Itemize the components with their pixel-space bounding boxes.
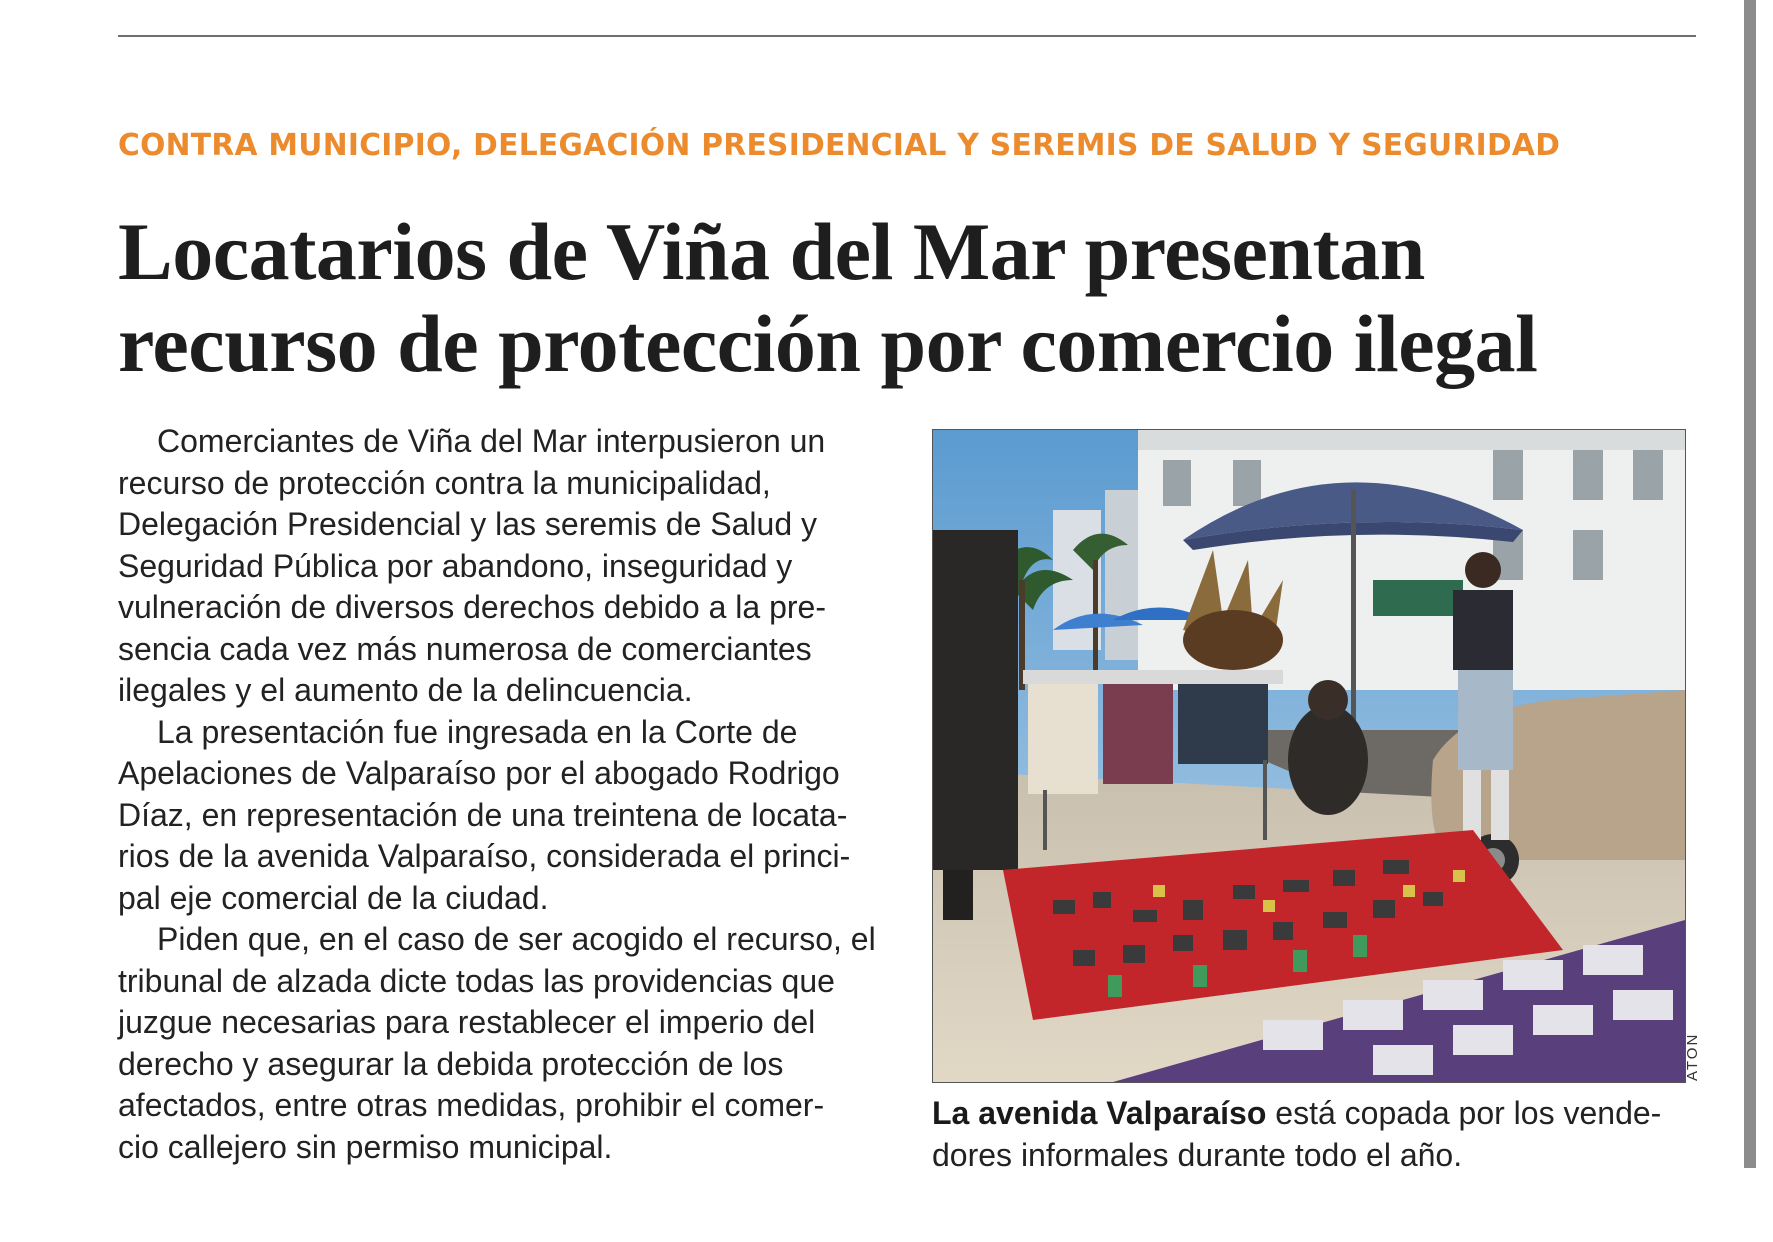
body-line: sencia cada vez más numerosa de comerciantes: [118, 630, 812, 667]
body-line: cio callejero sin permiso municipal.: [118, 1128, 613, 1165]
caption-rest: está copada por los vende-: [1266, 1095, 1662, 1131]
article-body: [118, 421, 898, 1168]
body-line: Delegación Presidencial y las seremis de Salud y: [118, 506, 818, 542]
body-line: vulneración de diversos derechos debido a la pre-: [118, 589, 826, 625]
body-line: tribunal de alzada dicte todas las providencias que: [118, 962, 835, 999]
headline-line: Locatarios de Viña del Mar presentan: [118, 206, 1425, 297]
body-line: Piden que, en el caso de ser acogido el recurso, el: [157, 921, 876, 957]
caption-bold: La avenida Valparaíso: [932, 1095, 1267, 1131]
body-line: Seguridad Pública por abandono, inseguridad y: [118, 547, 793, 584]
body-line: recurso de protección contra la municipalidad,: [118, 464, 771, 501]
photo-caption: [932, 1093, 1712, 1176]
headline-line: recurso de protección por comercio ilegal: [118, 298, 1538, 389]
caption-line: [932, 1093, 1712, 1135]
body-line: juzgue necesarias para restablecer el imperio del: [118, 1004, 816, 1040]
body-line: afectados, entre otras medidas, prohibir el comer-: [118, 1087, 825, 1123]
body-line: ilegales y el aumento de la delincuencia.: [118, 672, 693, 708]
body-line: rios de la avenida Valparaíso, considerada el princi-: [118, 838, 851, 874]
page-edge-bar: [1744, 0, 1756, 1168]
body-line: La presentación fue ingresada en la Corte de: [157, 713, 798, 750]
body-line: pal eje comercial de la ciudad.: [118, 879, 549, 916]
body-line: derecho y asegurar la debida protección de los: [118, 1045, 784, 1082]
caption-line: dores informales durante todo el año.: [932, 1136, 1463, 1173]
kicker: CONTRA MUNICIPIO, DELEGACIÓN PRESIDENCIAL Y SEREMIS DE SALUD Y SEGURIDAD: [118, 128, 1561, 163]
body-line: Díaz, en representación de una treintena de locata-: [118, 796, 848, 833]
photo-credit: ATON: [1684, 1032, 1701, 1081]
body-line: Apelaciones de Valparaíso por el abogado Rodrigo: [118, 755, 840, 791]
street-market-photo: [932, 429, 1686, 1083]
top-rule: [118, 35, 1696, 37]
headline: [118, 206, 1738, 390]
body-line: Comerciantes de Viña del Mar interpusieron un: [157, 423, 826, 459]
